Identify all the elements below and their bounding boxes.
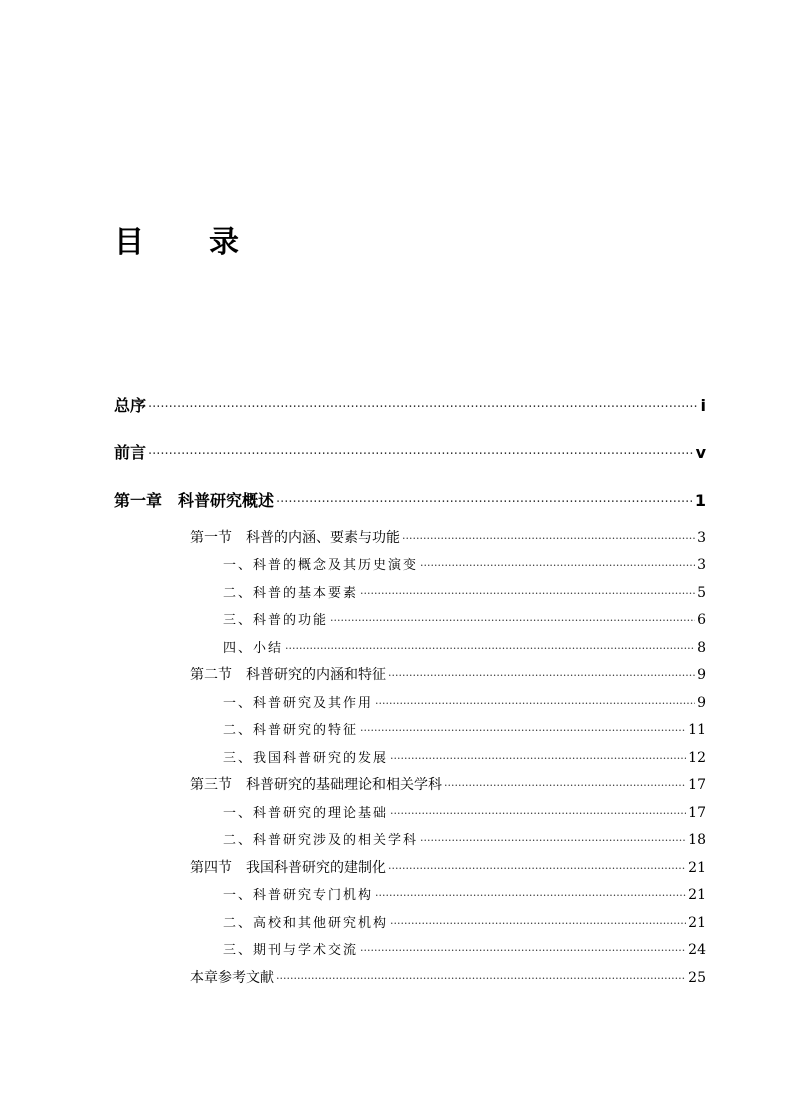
toc-label: 三、我国科普研究的发展 <box>223 751 389 766</box>
toc-entry-section[interactable] <box>190 775 706 796</box>
leader-dots <box>388 666 695 686</box>
toc-page-number: 3 <box>697 557 706 573</box>
toc-label: 四、小结 <box>223 641 284 656</box>
chapter-title: 科普研究概述 <box>178 491 275 510</box>
toc-page-number: 9 <box>697 667 706 683</box>
leader-dots <box>375 694 695 714</box>
toc-page-number: 11 <box>688 722 706 738</box>
toc-label: 总序 <box>114 396 147 415</box>
toc-label: 第一节 科普的内涵、要素与功能 <box>190 530 400 546</box>
toc-page-number: 25 <box>688 970 706 986</box>
toc-entry-section[interactable] <box>190 665 706 686</box>
toc-entry-chapter-1[interactable] <box>114 490 706 514</box>
toc-label: 二、科普的基本要素 <box>223 586 359 601</box>
title-char-1: 目 <box>114 225 144 260</box>
toc-page-number: 24 <box>688 942 706 958</box>
leader-dots <box>390 914 686 934</box>
leader-dots <box>276 492 693 514</box>
toc-entry-preface-general[interactable] <box>114 395 706 419</box>
toc-entry-foreword[interactable] <box>114 442 706 466</box>
leader-dots <box>420 556 695 576</box>
toc-page-number: 21 <box>688 860 706 876</box>
toc-page-number: 5 <box>697 585 706 601</box>
leader-dots <box>390 749 686 769</box>
toc-page-number: 21 <box>688 887 706 903</box>
toc-page-number: 17 <box>688 805 706 821</box>
toc-page-number: 18 <box>688 832 706 848</box>
leader-dots <box>390 804 686 824</box>
toc-label: 第三节 科普研究的基础理论和相关学科 <box>190 777 442 793</box>
toc-label: 三、期刊与学术交流 <box>223 943 359 958</box>
toc-label: 前言 <box>114 443 147 462</box>
toc-entry-subsection[interactable] <box>223 803 706 824</box>
toc-page-number: i <box>700 396 706 415</box>
toc-page-number: 1 <box>694 491 706 510</box>
toc-label: 一、科普研究及其作用 <box>223 696 374 711</box>
leader-dots <box>375 886 686 906</box>
toc-entry-subsection[interactable] <box>223 693 706 714</box>
leader-dots <box>285 639 695 659</box>
toc-label: 一、科普的概念及其历史演变 <box>223 558 419 573</box>
toc-page-number: 9 <box>697 695 706 711</box>
toc-label: 本章参考文献 <box>190 970 274 986</box>
toc-label: 二、科普研究涉及的相关学科 <box>223 833 419 848</box>
toc-entry-subsection[interactable] <box>223 583 706 604</box>
toc-entry-subsection[interactable] <box>223 748 706 769</box>
toc-entry-subsection[interactable] <box>223 555 706 576</box>
toc-label: 一、科普研究的理论基础 <box>223 806 389 821</box>
toc-page-number: v <box>695 443 706 462</box>
toc-label: 第四节 我国科普研究的建制化 <box>190 860 386 876</box>
leader-dots <box>330 611 695 631</box>
toc-page-number: 3 <box>697 530 706 546</box>
toc-label <box>114 490 274 512</box>
toc-label: 一、科普研究专门机构 <box>223 888 374 903</box>
chapter-number: 第一章 <box>114 491 163 510</box>
leader-dots <box>388 859 686 879</box>
toc-entry-subsection[interactable] <box>223 885 706 906</box>
leader-dots <box>444 776 686 796</box>
toc-label: 三、科普的功能 <box>223 613 329 628</box>
toc-page-number: 8 <box>697 640 706 656</box>
toc-label: 二、科普研究的特征 <box>223 723 359 738</box>
toc-label: 二、高校和其他研究机构 <box>223 916 389 931</box>
toc-page-number: 6 <box>697 612 706 628</box>
toc-entry-subsection[interactable] <box>223 610 706 631</box>
leader-dots <box>360 584 695 604</box>
leader-dots <box>148 444 694 466</box>
toc-entry-subsection[interactable] <box>223 913 706 934</box>
toc-entry-section[interactable] <box>190 528 706 549</box>
toc-page-number: 12 <box>688 750 706 766</box>
leader-dots <box>276 969 686 989</box>
toc-page-number: 21 <box>688 915 706 931</box>
toc-label: 第二节 科普研究的内涵和特征 <box>190 667 386 683</box>
leader-dots <box>420 831 686 851</box>
toc-entry-subsection[interactable] <box>223 830 706 851</box>
title-char-2: 录 <box>209 225 239 260</box>
leader-dots <box>360 941 686 961</box>
toc-entry-section[interactable] <box>190 858 706 879</box>
leader-dots <box>360 721 686 741</box>
toc-entry-subsection[interactable] <box>223 940 706 961</box>
toc-entry-subsection[interactable] <box>223 720 706 741</box>
toc-page-number: 17 <box>688 777 706 793</box>
leader-dots <box>402 529 695 549</box>
leader-dots <box>148 397 699 419</box>
toc-entry-subsection[interactable] <box>223 638 706 659</box>
toc-entry-references[interactable] <box>190 968 706 989</box>
